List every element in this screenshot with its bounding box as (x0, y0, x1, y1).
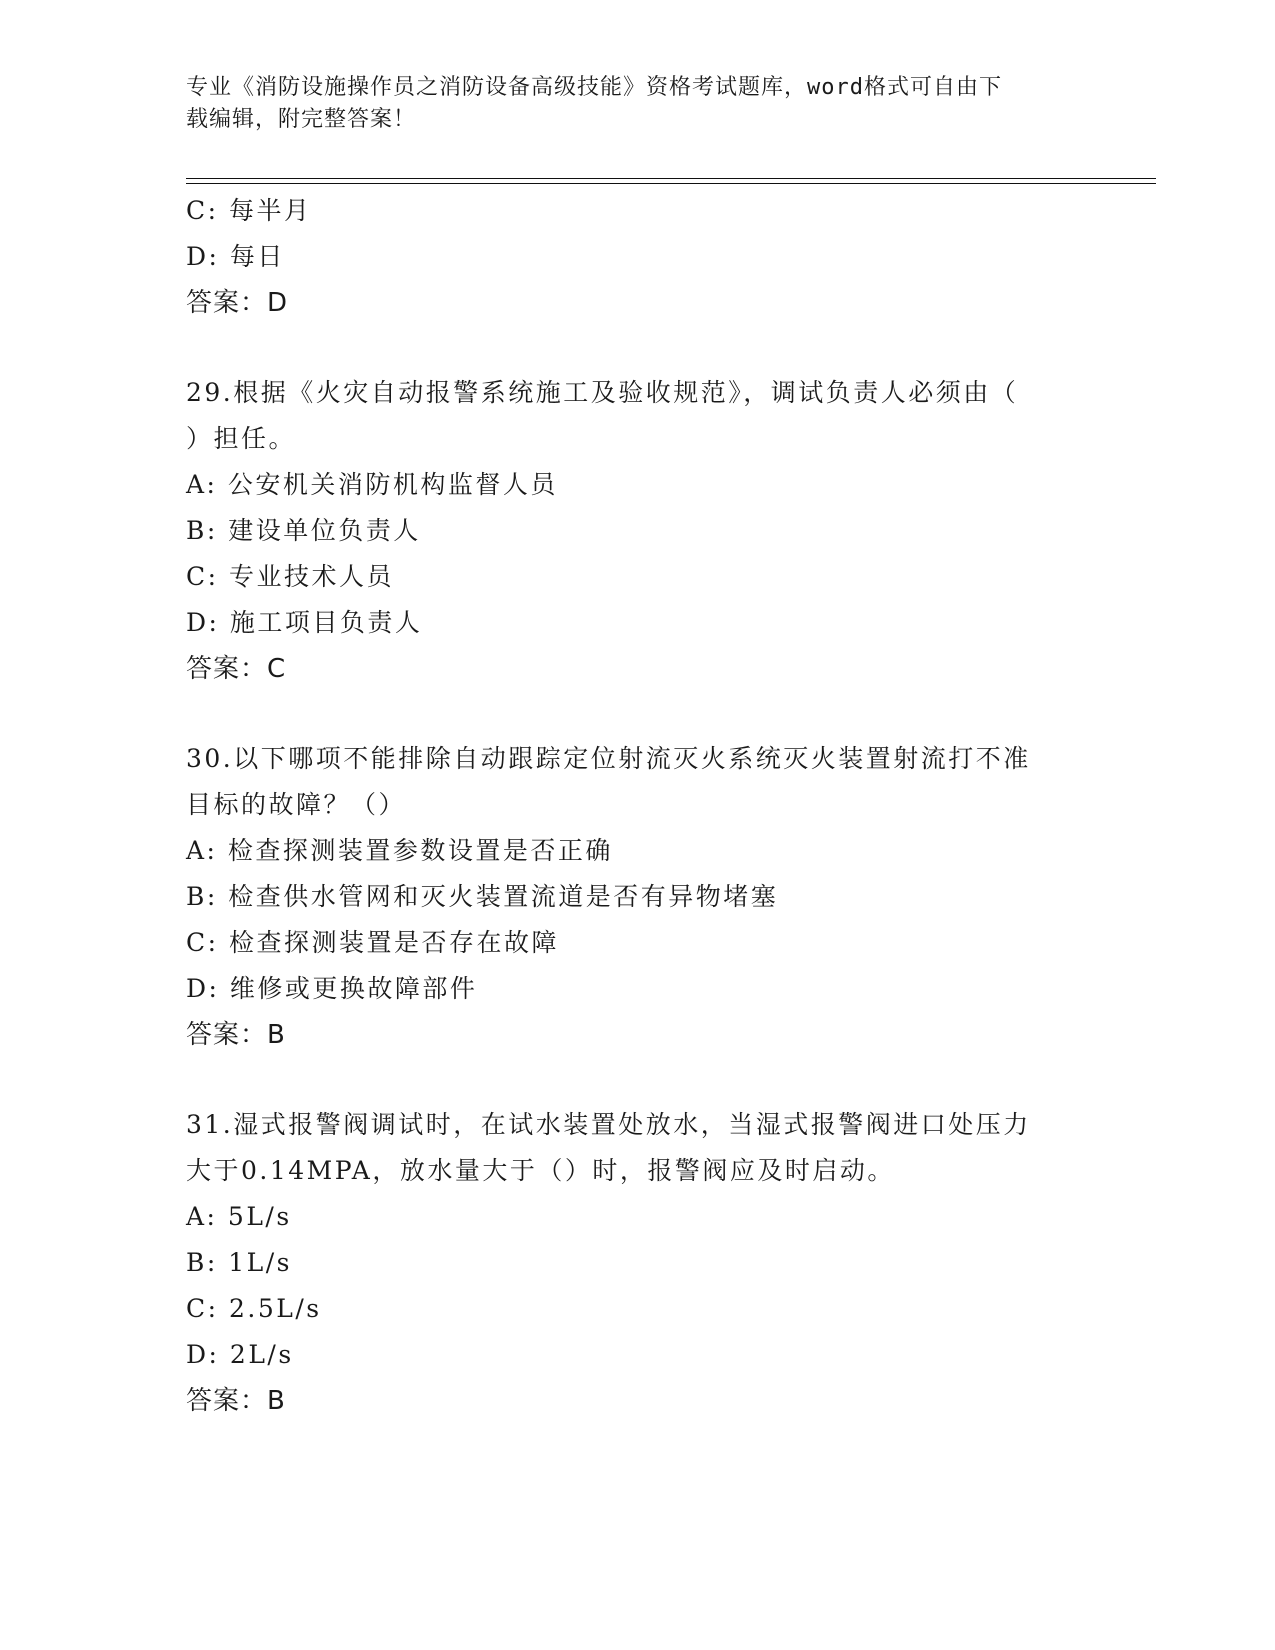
question-29 (186, 370, 1086, 692)
option-c: C: 2.5L/s (186, 1294, 322, 1323)
answer: 答案：C (186, 654, 287, 684)
question-stem-continued: 大于0.14MPA，放水量大于（）时，报警阀应及时启动。 (186, 1156, 895, 1185)
option-c: C: 检查探测装置是否存在故障 (186, 928, 559, 957)
option-a: A: 公安机关消防机构监督人员 (186, 470, 558, 499)
option-b: B: 建设单位负责人 (186, 516, 421, 545)
question-list (186, 188, 1086, 1424)
question-stem: 30.以下哪项不能排除自动跟踪定位射流灭火系统灭火装置射流打不准 (186, 744, 1031, 773)
option-c: C: 每半月 (186, 196, 312, 225)
header-line-1: 专业《消防设施操作员之消防设备高级技能》资格考试题库，word格式可自由下 (186, 75, 1002, 100)
option-b: B: 检查供水管网和灭火装置流道是否有异物堵塞 (186, 882, 779, 911)
question-stem: 31.湿式报警阀调试时，在试水装置处放水，当湿式报警阀进口处压力 (186, 1110, 1031, 1139)
header-line-2: 载编辑，附完整答案！ (186, 107, 417, 132)
header-divider-bottom (186, 183, 1156, 184)
question-stem: 29.根据《火灾自动报警系统施工及验收规范》，调试负责人必须由（ (186, 378, 1019, 407)
option-a: A: 检查探测装置参数设置是否正确 (186, 836, 613, 865)
question-28-tail (186, 188, 1086, 326)
option-c: C: 专业技术人员 (186, 562, 394, 591)
answer: 答案：B (186, 1386, 286, 1416)
question-31 (186, 1102, 1086, 1424)
option-b: B: 1L/s (186, 1248, 293, 1277)
answer: 答案：B (186, 1020, 286, 1050)
option-d: D: 维修或更换故障部件 (186, 974, 478, 1003)
option-a: A: 5L/s (186, 1202, 292, 1231)
document-header (186, 72, 1066, 136)
option-d: D: 2L/s (186, 1340, 294, 1369)
option-d: D: 每日 (186, 242, 285, 271)
question-stem-continued: ）担任。 (186, 424, 297, 453)
question-30 (186, 736, 1086, 1058)
answer: 答案：D (186, 288, 289, 318)
option-d: D: 施工项目负责人 (186, 608, 423, 637)
question-stem-continued: 目标的故障？（） (186, 790, 407, 819)
header-divider-top (186, 178, 1156, 179)
